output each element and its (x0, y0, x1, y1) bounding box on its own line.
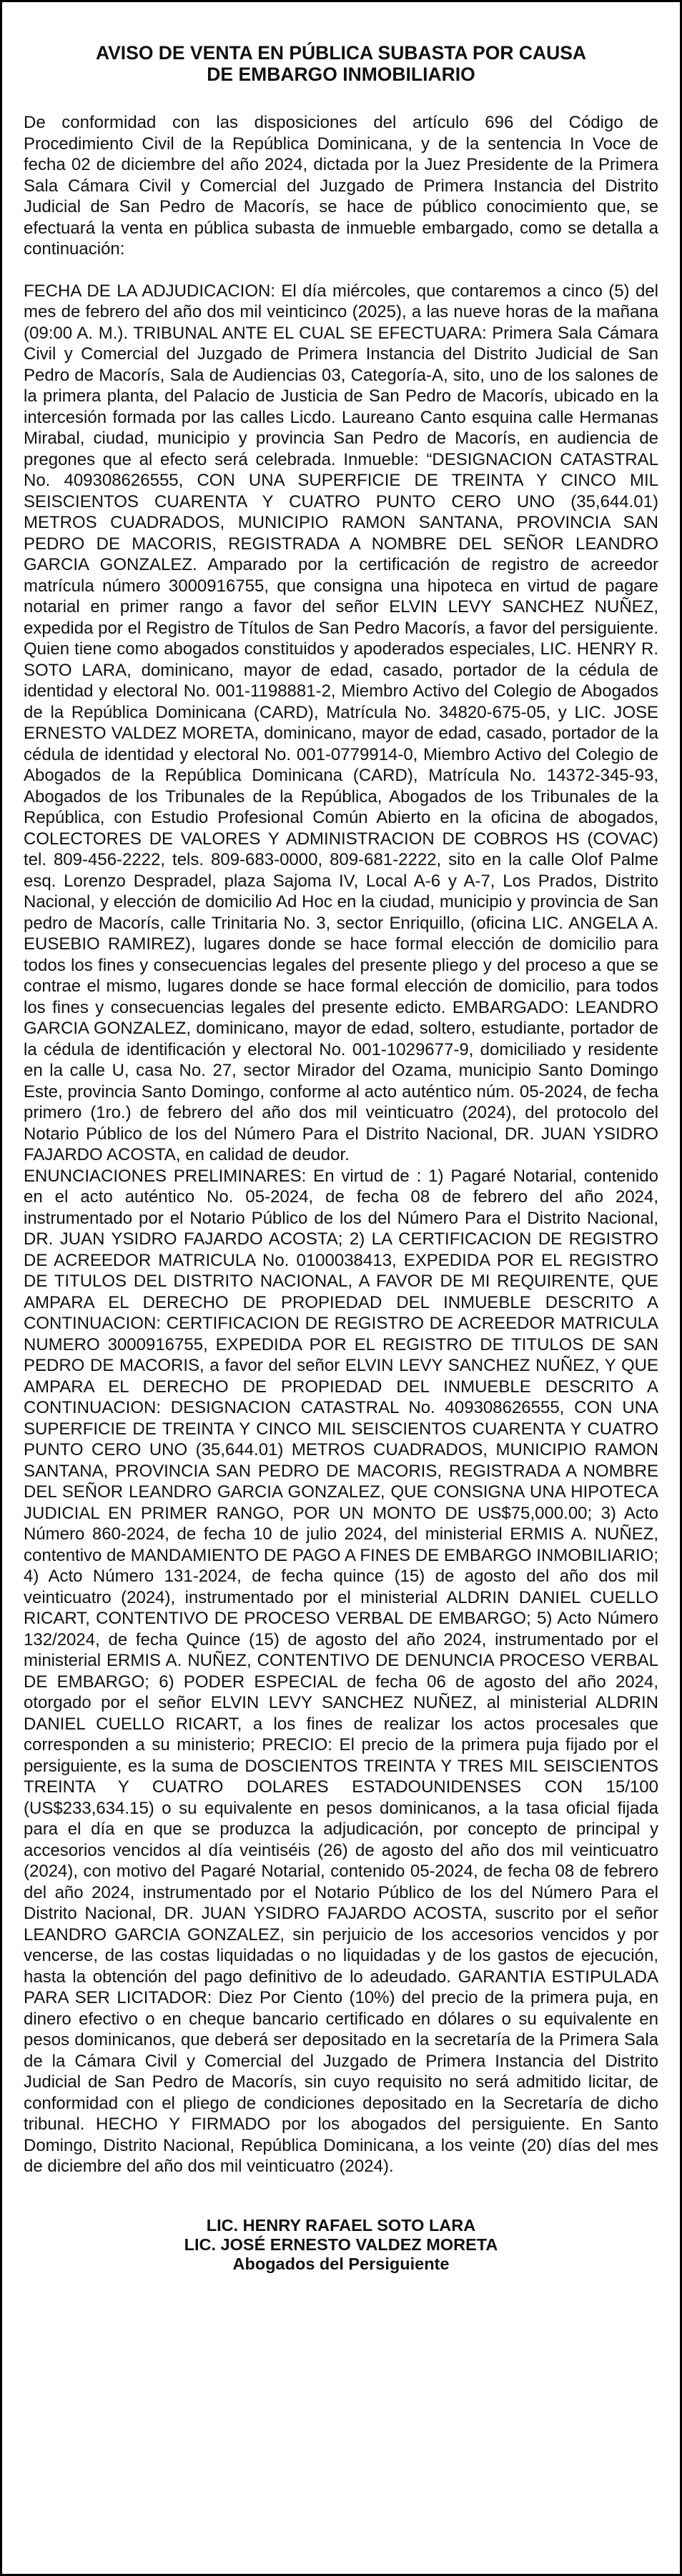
notice-title-line-2: DE EMBARGO INMOBILIARIO (207, 64, 475, 85)
notice-title-line-1: AVISO DE VENTA EN PÚBLICA SUBASTA POR CAUSA (95, 42, 587, 64)
signature-lawyer-2: LIC. JOSÉ ERNESTO VALDEZ MORETA (184, 2235, 498, 2254)
preliminary-statements-paragraph: ENUNCIACIONES PRELIMINARES: En virtud de : 1) Pagaré Notarial, contenido en el acto auténtico No. 05-2024, de fecha 08 de febrero del año 2024, instrumentado por el Notario Público de los del Número Para el Distrito Nacional, DR. JUAN YSIDRO FAJARDO ACOSTA; 2) LA CERTIFICACION DE REGISTRO DE ACREEDOR MATRICULA No. 0100038413, EXPEDIDA POR EL REGISTRO DE TITULOS DEL DISTRITO NACIONAL, A FAVOR DE MI REQUIRENTE, QUE AMPARA EL DERECHO DE PROPIEDAD DEL INMUEBLE DESCRITO A CONTINUACION: CERTIFICACION DE REGISTRO DE ACREEDOR MATRICULA NUMERO 3000916755, EXPEDIDA POR EL REGISTRO DE TITULOS DE SAN PEDRO DE MACORIS, a favor del señor ELVIN LEVY SANCHEZ NUÑEZ, Y QUE AMPARA EL DERECHO DE PROPIEDAD DEL INMUEBLE DESCRITO A CONTINUACION: DESIGNACION CATASTRAL No. 409308626555, CON UNA SUPERFICIE DE TREINTA Y CINCO MIL SEISCIENTOS CUARENTA Y CUATRO PUNTO CERO UNO (35,644.01) METROS CUADRADOS, MUNICIPIO RAMON SANTANA, PROVINCIA SAN PEDRO DE MACORIS, REGISTRADA A NOMBRE DEL SEÑOR LEANDRO GARCIA GONZALEZ, QUE CONSIGNA UNA HIPOTECA JUDICIAL EN PRIMER RANGO, POR UN MONTO DE US$75,000.00; 3) Acto Número 860-2024, de fecha 10 de julio 2024, del ministerial ERMIS A. NUÑEZ, contentivo de MANDAMIENTO DE PAGO A FINES DE EMBARGO INMOBILIARIO; 4) Acto Número 131-2024, de fecha quince (15) de agosto del año dos mil veinticuatro (2024), instrumentado por el ministerial ALDRIN DANIEL CUELLO RICART, CONTENTIVO DE PROCESO VERBAL DE EMBARGO; 5) Acto Número 132/2024, de fecha Quince (15) de agosto del año 2024, instrumentado por el ministerial ERMIS A. NUÑEZ, CONTENTIVO DE DENUNCIA PROCESO VERBAL DE EMBARGO; 6) PODER ESPECIAL de fecha 06 de agosto del año 2024, otorgado por el señor ELVIN LEVY SANCHEZ NUÑEZ, al ministerial ALDRIN DANIEL CUELLO RICART, a los fines de realizar los actos procesales que corresponden a su ministerio; PRECIO: El precio de la primera puja fijado por el persiguiente, es la suma de DOSCIENTOS TREINTA Y TRES MIL SEISCIENTOS TREINTA Y CUATRO DOLARES ESTADOUNIDENSES CON 15/100 (US$233,634.15) o su equivalente en pesos dominicanos, a la tasa oficial fijada para el día en que se produzca la adjudicación, por concepto de principal y accesorios vencidos al día veintiséis (26) de agosto del año dos mil veinticuatro (2024), con motivo del Pagaré Notarial, contenido 05-2024, de fecha 08 de febrero del año 2024, instrumentado por el Notario Público de los del Número Para el Distrito Nacional, DR. JUAN YSIDRO FAJARDO ACOSTA, suscrito por el señor LEANDRO GARCIA GONZALEZ, sin perjuicio de los accesorios vencidos y por vencerse, de las costas liquidadas o no liquidadas y de los gastos de ejecución, hasta la obtención del pago definitivo de lo adeudado. GARANTIA ESTIPULADA PARA SER LICITADOR: Diez Por Ciento (10%) del precio de la primera puja, en dinero efectivo o en cheque bancario certificado en dólares o su equivalente en pesos dominicanos, que deberá ser depositado en la secretaría de la Primera Sala de la Cámara Civil y Comercial del Juzgado de Primera Instancia del Distrito Judicial de San Pedro de Macorís, sin cuyo requisito no será admitido licitar, de conformidad con el pliego de condiciones depositado en la Secretaría de dicho tribunal. HECHO Y FIRMADO por los abogados del persiguiente. En Santo Domingo, Distrito Nacional, República Dominicana, a los veinte (20) días del mes de diciembre del año dos mil veinticuatro (2024). (24, 1166, 658, 2176)
notice-title (24, 42, 658, 85)
signature-block (24, 2216, 658, 2274)
adjudication-paragraph: FECHA DE LA ADJUDICACION: El día miércoles, que contaremos a cinco (5) del mes de febrero del año dos mil veinticinco (2025), a las nueve horas de la mañana (09:00 A. M.). TRIBUNAL ANTE EL CUAL SE EFECTUARA: Primera Sala Cámara Civil y Comercial del Juzgado de Primera Instancia del Distrito Judicial de San Pedro de Macorís, Sala de Audiencias 03, Categoría-A, sito, uno de los salones de la primera planta, del Palacio de Justicia de San Pedro de Macorís, ubicado en la intercesión formada por las calles Licdo. Laureano Canto esquina calle Hermanas Mirabal, ciudad, municipio y provincia San Pedro de Macorís, en audiencia de pregones que al efecto será celebrada. Inmueble: “DESIGNACION CATASTRAL No. 409308626555, CON UNA SUPERFICIE DE TREINTA Y CINCO MIL SEISCIENTOS CUARENTA Y CUATRO PUNTO CERO UNO (35,644.01) METROS CUADRADOS, MUNICIPIO RAMON SANTANA, PROVINCIA SAN PEDRO DE MACORIS, REGISTRADA A NOMBRE DEL SEÑOR LEANDRO GARCIA GONZALEZ. Amparado por la certificación de registro de acreedor matrícula número 3000916755, que consigna una hipoteca en virtud de pagare notarial en primer rango a favor del señor ELVIN LEVY SANCHEZ NUÑEZ, expedida por el Registro de Títulos de San Pedro Macorís, a favor del persiguiente. Quien tiene como abogados constituidos y apoderados especiales, LIC. HENRY R. SOTO LARA, dominicano, mayor de edad, casado, portador de la cédula de identidad y electoral No. 001-1198881-2, Miembro Activo del Colegio de Abogados de la República Dominicana (CARD), Matrícula No. 34820-675-05, y LIC. JOSE ERNESTO VALDEZ MORETA, dominicano, mayor de edad, casado, portador de la cédula de identidad y electoral No. 001-0779914-0, Miembro Activo del Colegio de Abogados de la República Dominicana (CARD), Matrícula No. 14372-345-93, Abogados de los Tribunales de la República, Abogados de los Tribunales de la República, con Estudio Profesional Común Abierto en la oficina de abogados, COLECTORES DE VALORES Y ADMINISTRACION DE COBROS HS (COVAC) tel. 809-456-2222, tels. 809-683-0000, 809-681-2222, sito en la calle Olof Palme esq. Lorenzo Despradel, plaza Sajoma IV, Local A-6 y A-7, Los Prados, Distrito Nacional, y elección de domicilio Ad Hoc en la ciudad, municipio y provincia de San pedro de Macorís, calle Trinitaria No. 3, sector Enriquillo, (oficina LIC. ANGELA A. EUSEBIO RAMIREZ), lugares donde se hace formal elección de domicilio para todos los fines y consecuencias legales del presente pliego y del proceso a que se contrae el mismo, lugares donde se hace formal elección de domicilio, para todos los fines y consecuencias legales del presente edicto. EMBARGADO: LEANDRO GARCIA GONZALEZ, dominicano, mayor de edad, soltero, estudiante, portador de la cédula de identificación y electoral No. 001-1029677-9, domiciliado y residente en la calle U, casa No. 27, sector Mirador del Ozama, municipio Santo Domingo Este, provincia Santo Domingo, conforme al acto auténtico núm. 05-2024, de fecha primero (1ro.) de febrero del año dos mil veinticuatro (2024), del protocolo del Notario Público de los del Número Para el Distrito Nacional, DR. JUAN YSIDRO FAJARDO ACOSTA, en calidad de deudor. (24, 281, 658, 1164)
intro-paragraph: De conformidad con las disposiciones del artículo 696 del Código de Procedimiento Civil de la República Dominicana, y de la sentencia In Voce de fecha 02 de diciembre del año 2024, dictada por la Juez Presidente de la Primera Sala Cámara Civil y Comercial del Juzgado de Primera Instancia del Distrito Judicial de San Pedro de Macorís, se hace de público conocimiento que, se efectuará la venta en pública subasta de inmueble embargado, como se detalla a continuación: (24, 113, 658, 259)
signature-role: Abogados del Persiguiente (232, 2254, 450, 2273)
signature-lawyer-1: LIC. HENRY RAFAEL SOTO LARA (206, 2215, 476, 2235)
